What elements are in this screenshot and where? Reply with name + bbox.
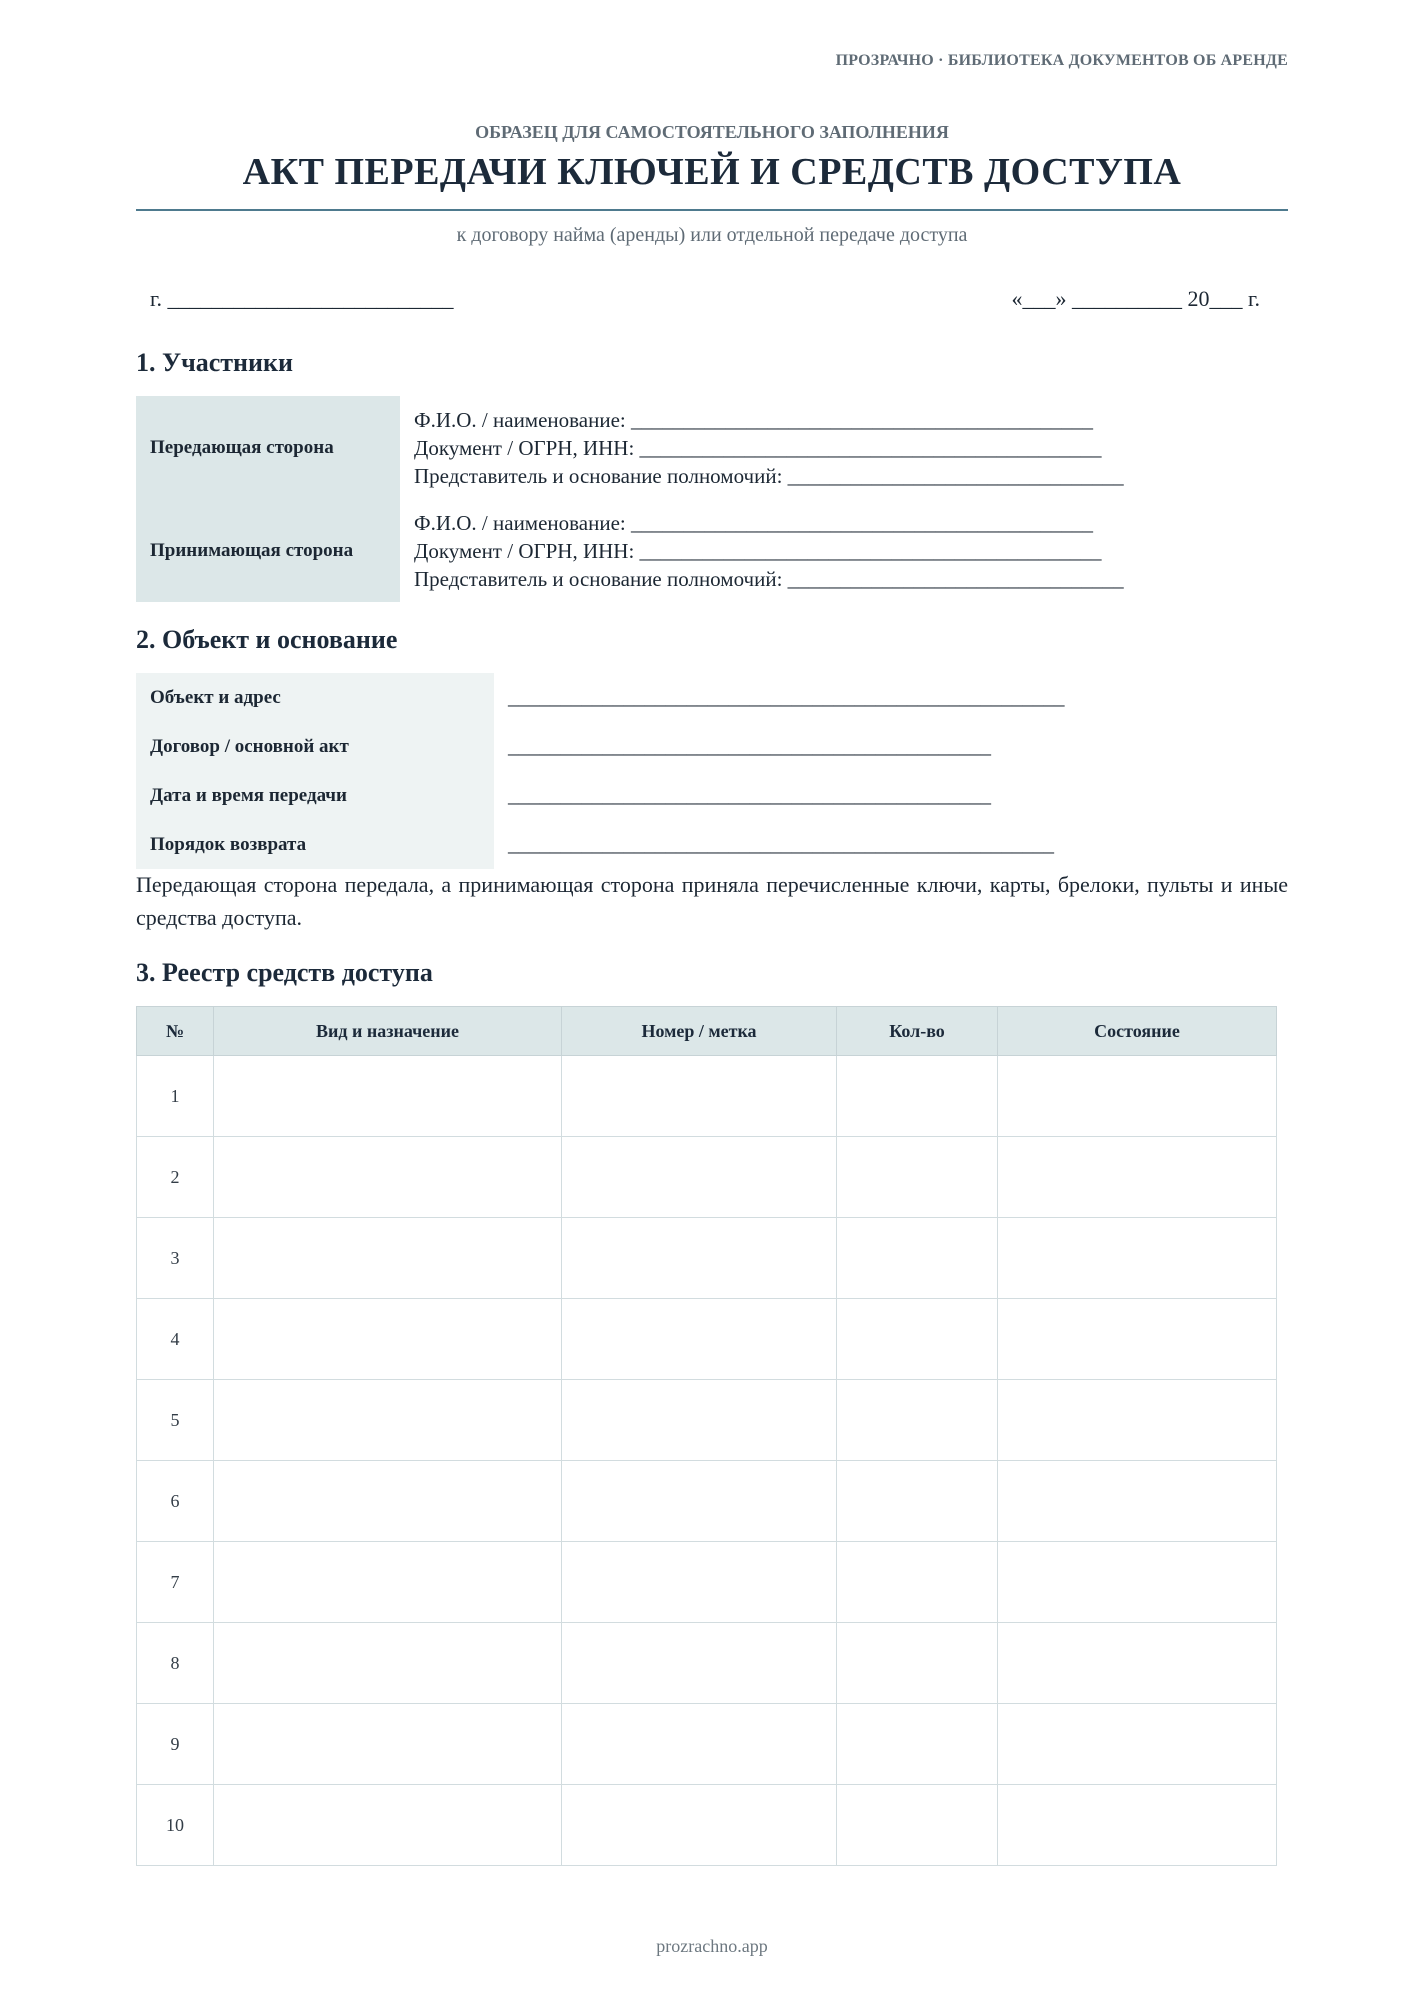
row-number: 1 (137, 1056, 214, 1137)
object-row-blank: ______________________________________________ (508, 734, 991, 758)
access-registry-table (136, 1006, 1277, 1866)
party-field-document: Документ / ОГРН, ИНН: ____________________________________________ (414, 538, 1102, 563)
cell-label (562, 1461, 837, 1542)
table-row (137, 1785, 1277, 1866)
cell-type (214, 1461, 562, 1542)
document-supertitle: ОБРАЗЕЦ ДЛЯ САМОСТОЯТЕЛЬНОГО ЗАПОЛНЕНИЯ (475, 122, 949, 142)
table-row (137, 1380, 1277, 1461)
cell-type (214, 1704, 562, 1785)
cell-condition (998, 1380, 1277, 1461)
cell-condition (998, 1218, 1277, 1299)
object-row-blank: ______________________________________________ (508, 783, 991, 807)
row-number: 8 (137, 1623, 214, 1704)
party-field-representative: Представитель и основание полномочий: ________________________________ (414, 566, 1124, 591)
party-field-representative: Представитель и основание полномочий: ________________________________ (414, 463, 1124, 488)
row-number: 2 (137, 1137, 214, 1218)
column-header-quantity: Кол-во (837, 1007, 998, 1056)
table-row (137, 1542, 1277, 1623)
row-number: 9 (137, 1704, 214, 1785)
object-row-blank: _____________________________________________________ (508, 685, 1065, 709)
cell-type (214, 1785, 562, 1866)
cell-type (214, 1218, 562, 1299)
section-title-registry: 3. Реестр средств доступа (136, 958, 433, 987)
brand-header: ПРОЗРАЧНО · БИБЛИОТЕКА ДОКУМЕНТОВ ОБ АРЕНДЕ (835, 52, 1288, 69)
party-fields (400, 499, 1124, 602)
table-row (137, 1623, 1277, 1704)
row-number: 6 (137, 1461, 214, 1542)
row-number: 3 (137, 1218, 214, 1299)
cell-label (562, 1056, 837, 1137)
object-row-label: Объект и адрес (136, 673, 494, 722)
column-header-type: Вид и назначение (214, 1007, 562, 1056)
cell-quantity (837, 1380, 998, 1461)
table-row (137, 1218, 1277, 1299)
party-field-document: Документ / ОГРН, ИНН: ____________________________________________ (414, 435, 1102, 460)
table-row (137, 1461, 1277, 1542)
cell-label (562, 1704, 837, 1785)
table-row (137, 1704, 1277, 1785)
cell-quantity (837, 1461, 998, 1542)
party-row-receiving (136, 499, 1288, 602)
cell-type (214, 1137, 562, 1218)
cell-label (562, 1299, 837, 1380)
cell-type (214, 1623, 562, 1704)
table-row (137, 1137, 1277, 1218)
cell-quantity (837, 1542, 998, 1623)
cell-label (562, 1218, 837, 1299)
object-row (136, 673, 1288, 722)
object-row-blank: ____________________________________________________ (508, 832, 1054, 856)
row-number: 5 (137, 1380, 214, 1461)
cell-type (214, 1056, 562, 1137)
table-row (137, 1056, 1277, 1137)
party-label: Передающая сторона (136, 396, 400, 499)
row-number: 4 (137, 1299, 214, 1380)
document-title: АКТ ПЕРЕДАЧИ КЛЮЧЕЙ И СРЕДСТВ ДОСТУПА (242, 151, 1182, 193)
party-field-name: Ф.И.О. / наименование: ____________________________________________ (414, 510, 1093, 535)
section-title-object: 2. Объект и основание (136, 625, 398, 654)
cell-condition (998, 1623, 1277, 1704)
cell-condition (998, 1137, 1277, 1218)
cell-quantity (837, 1299, 998, 1380)
cell-condition (998, 1461, 1277, 1542)
footer-link: prozrachno.app (656, 1936, 768, 1956)
table-row (137, 1299, 1277, 1380)
date-field: «___» __________ 20___ г. (1011, 286, 1260, 311)
party-label: Принимающая сторона (136, 499, 400, 602)
party-row-transferring (136, 396, 1288, 499)
object-row (136, 820, 1288, 869)
object-row-label: Договор / основной акт (136, 722, 494, 771)
row-number: 10 (137, 1785, 214, 1866)
document-subtitle: к договору найма (аренды) или отдельной передаче доступа (456, 224, 968, 246)
column-header-condition: Состояние (998, 1007, 1277, 1056)
party-field-name: Ф.И.О. / наименование: ____________________________________________ (414, 407, 1093, 432)
cell-condition (998, 1704, 1277, 1785)
object-row-label: Дата и время передачи (136, 771, 494, 820)
cell-condition (998, 1299, 1277, 1380)
object-row (136, 722, 1288, 771)
cell-type (214, 1542, 562, 1623)
cell-label (562, 1542, 837, 1623)
cell-quantity (837, 1704, 998, 1785)
cell-quantity (837, 1137, 998, 1218)
place-field: г. __________________________ (150, 286, 454, 311)
object-row-label: Порядок возврата (136, 820, 494, 869)
cell-condition (998, 1056, 1277, 1137)
object-row (136, 771, 1288, 820)
row-number: 7 (137, 1542, 214, 1623)
object-table (136, 673, 1288, 869)
transfer-statement: Передающая сторона передала, а принимающая сторона приняла перечисленные ключи, карты, брелоки, пульты и иные средства доступа. (136, 872, 1288, 930)
cell-label (562, 1785, 837, 1866)
registry-header-row (137, 1007, 1277, 1056)
column-header-number: № (137, 1007, 214, 1056)
column-header-label: Номер / метка (562, 1007, 837, 1056)
section-title-participants: 1. Участники (136, 348, 293, 377)
cell-label (562, 1137, 837, 1218)
cell-quantity (837, 1056, 998, 1137)
cell-condition (998, 1785, 1277, 1866)
participants-table (136, 396, 1288, 602)
cell-type (214, 1299, 562, 1380)
cell-type (214, 1380, 562, 1461)
cell-condition (998, 1542, 1277, 1623)
cell-label (562, 1623, 837, 1704)
cell-quantity (837, 1218, 998, 1299)
cell-quantity (837, 1785, 998, 1866)
cell-label (562, 1380, 837, 1461)
party-fields (400, 396, 1124, 499)
title-divider (136, 209, 1288, 211)
cell-quantity (837, 1623, 998, 1704)
